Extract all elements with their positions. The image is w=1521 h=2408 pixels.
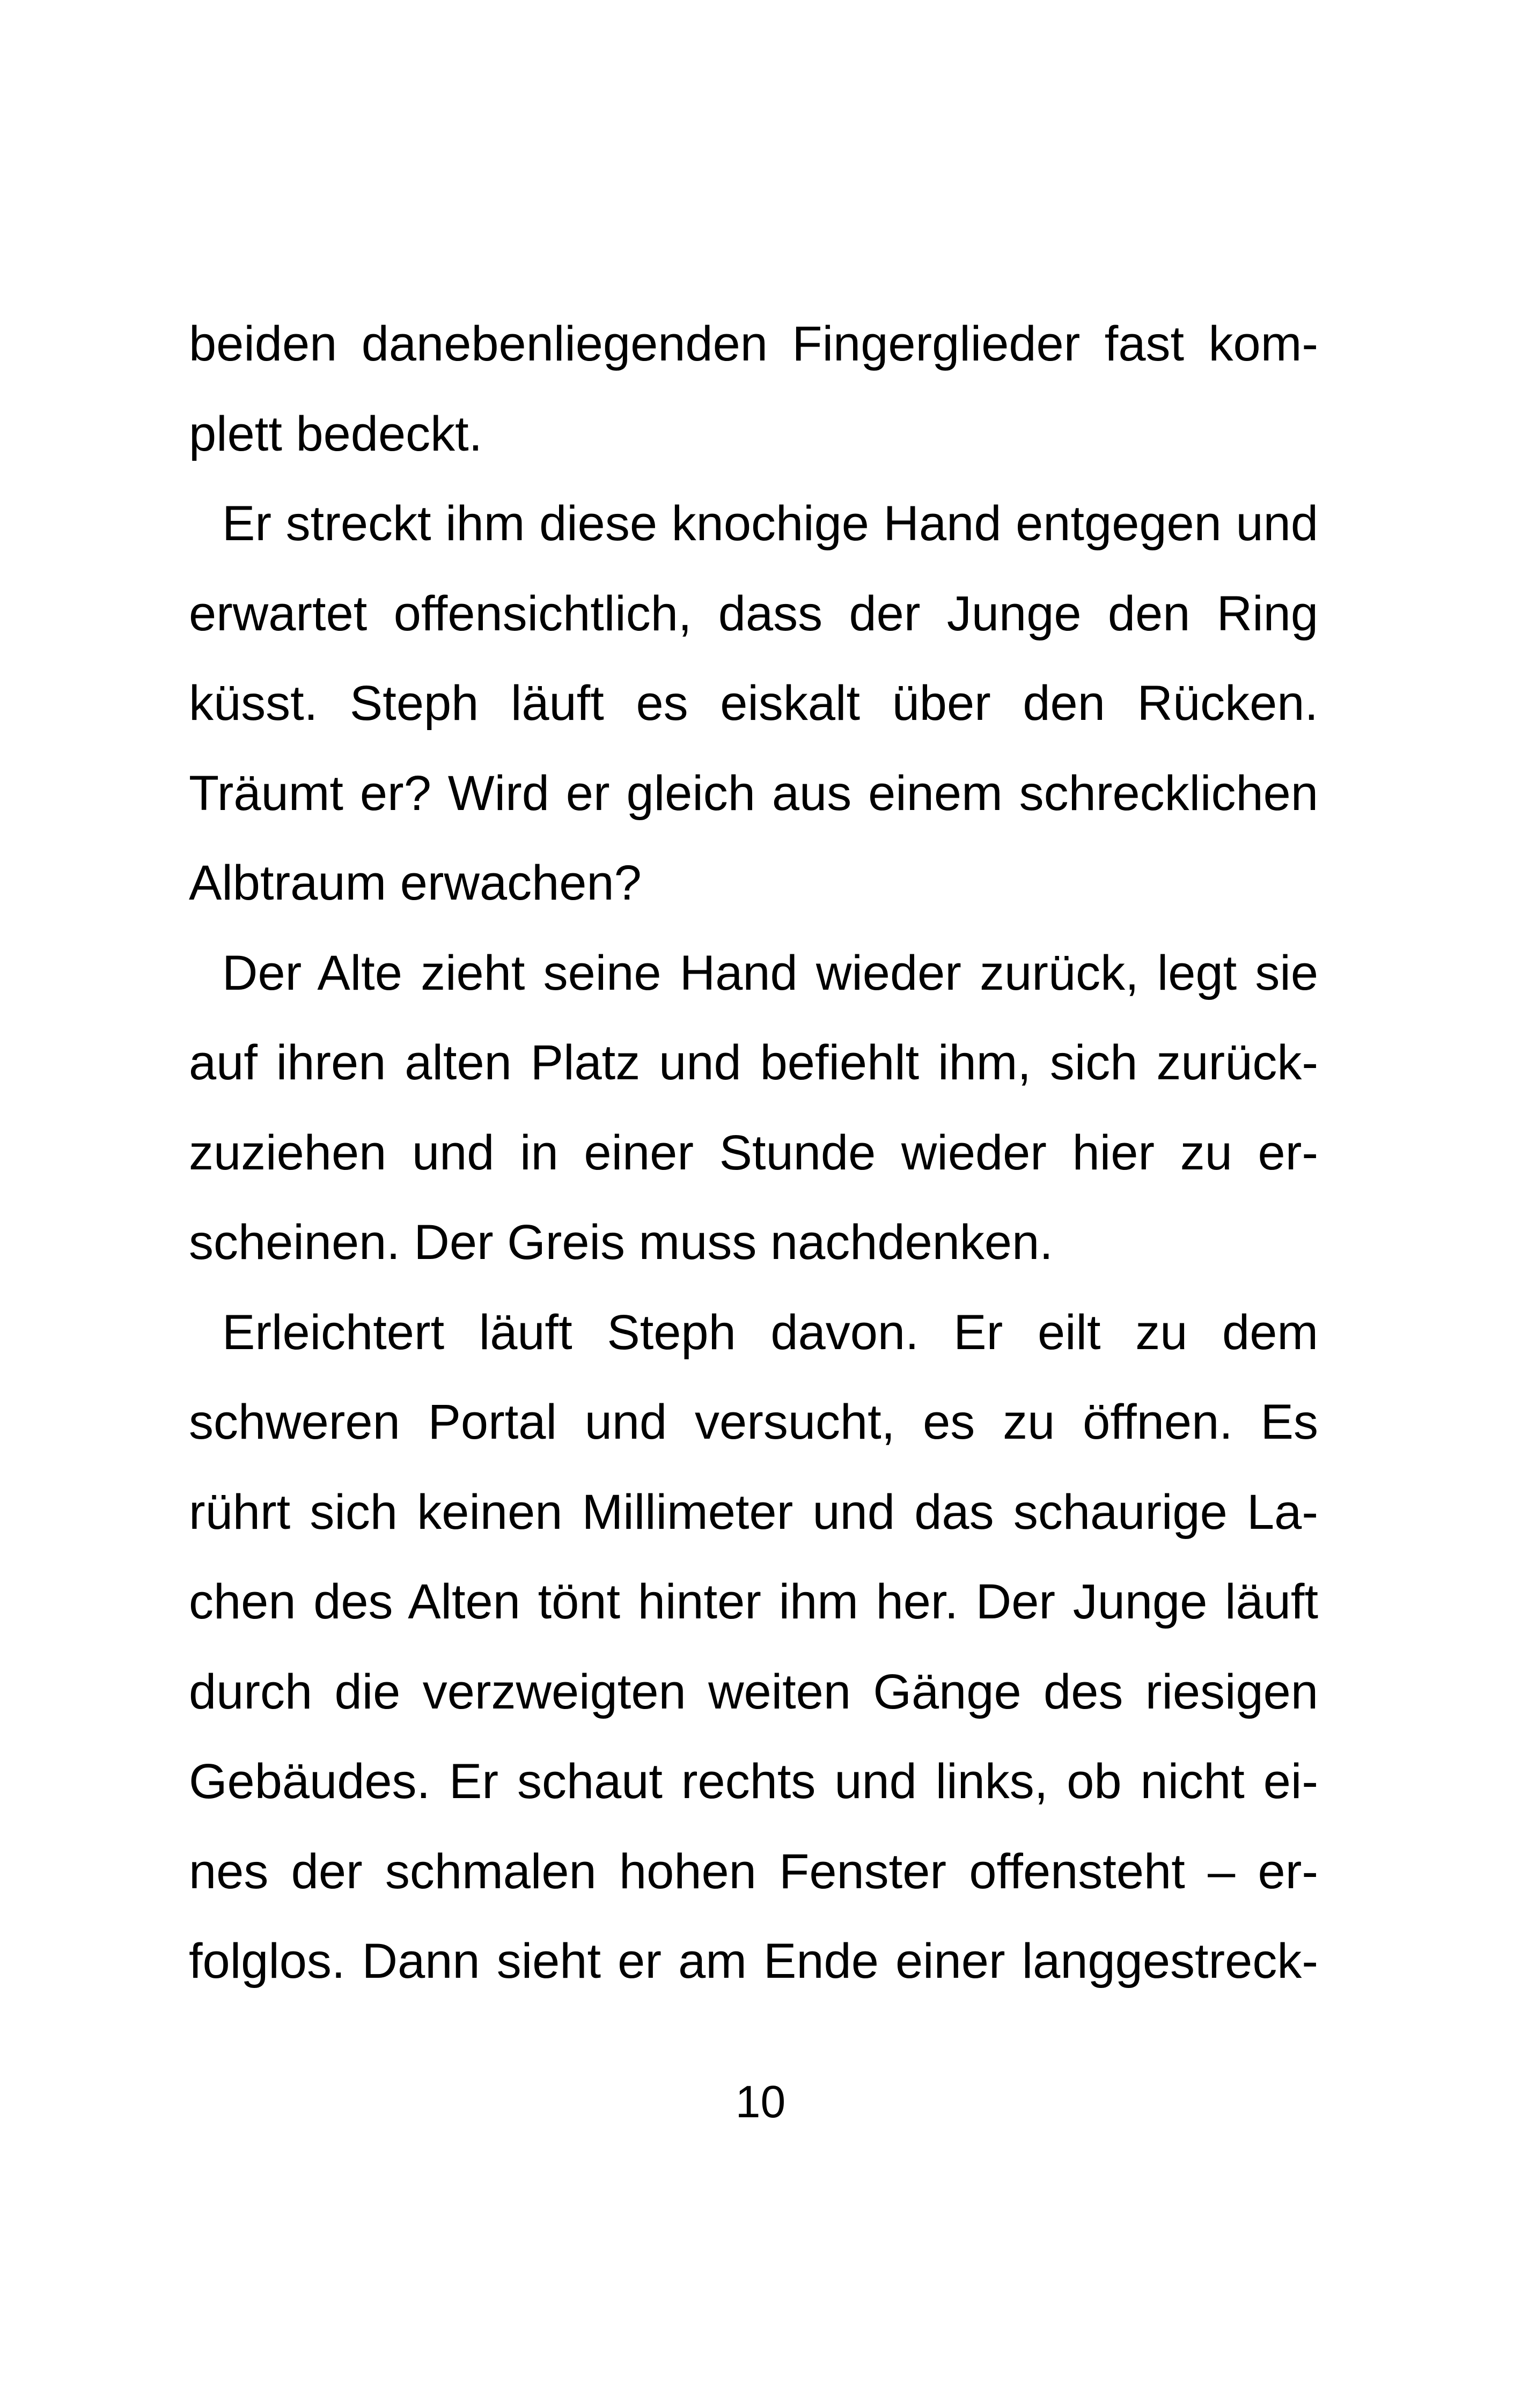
- text-line: küsst. Steph läuft es eiskalt über den Rücken.: [189, 676, 1318, 731]
- text-line: schweren Portal und versucht, es zu öffnen. Es: [189, 1395, 1318, 1449]
- text-line: Albtraum erwachen?: [189, 856, 642, 910]
- text-line: plett bedeckt.: [189, 406, 483, 461]
- text-line: Erleichtert läuft Steph davon. Er eilt zu dem: [222, 1305, 1318, 1360]
- text-line: auf ihren alten Platz und befiehlt ihm, sich zurück-: [189, 1035, 1318, 1090]
- body-text: [189, 299, 1318, 2007]
- text-line: zuziehen und in einer Stunde wieder hier zu er-: [189, 1125, 1318, 1180]
- text-line: durch die verzweigten weiten Gänge des riesigen: [189, 1664, 1318, 1719]
- text-line: chen des Alten tönt hinter ihm her. Der Junge läuft: [189, 1574, 1318, 1629]
- page-number: 10: [735, 2076, 786, 2127]
- text-line: Gebäudes. Er schaut rechts und links, ob nicht ei-: [189, 1754, 1318, 1809]
- text-line: Der Alte zieht seine Hand wieder zurück, legt sie: [222, 945, 1318, 1000]
- text-line: erwartet offensichtlich, dass der Junge den Ring: [189, 586, 1318, 641]
- text-line: beiden danebenliegenden Fingerglieder fast kom-: [189, 316, 1318, 371]
- text-line: folglos. Dann sieht er am Ende einer langgestreck-: [189, 1934, 1318, 1989]
- text-line: nes der schmalen hohen Fenster offensteht – er-: [189, 1844, 1318, 1899]
- text-line: scheinen. Der Greis muss nachdenken.: [189, 1215, 1053, 1270]
- text-line: Er streckt ihm diese knochige Hand entgegen und: [222, 496, 1318, 551]
- text-line: Träumt er? Wird er gleich aus einem schrecklichen: [189, 765, 1318, 821]
- text-line: rührt sich keinen Millimeter und das schaurige La-: [189, 1484, 1318, 1540]
